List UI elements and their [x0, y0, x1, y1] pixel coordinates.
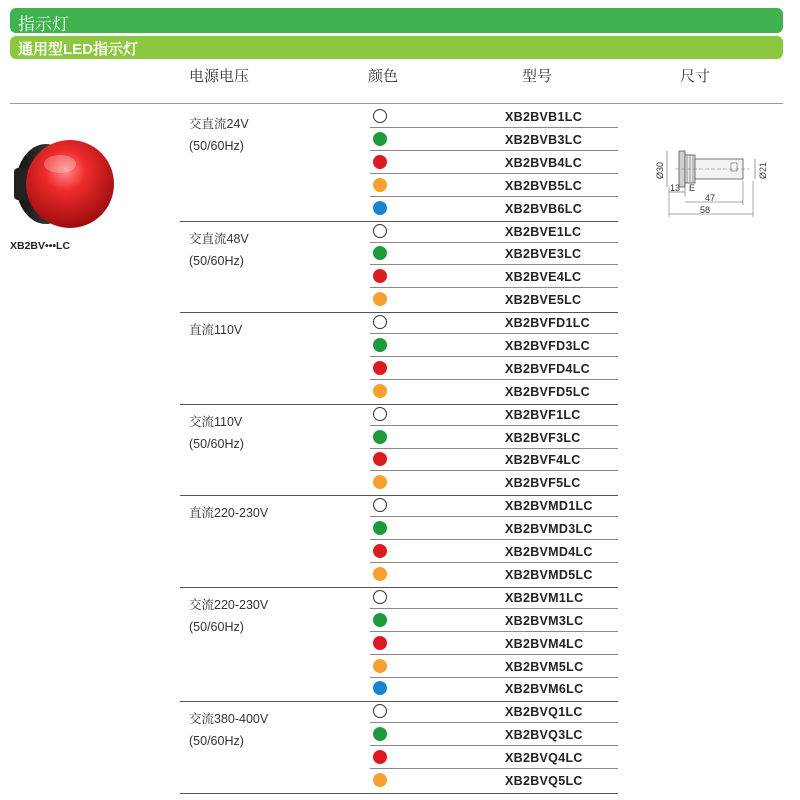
model-number: XB2BVMD5LC	[505, 567, 593, 582]
row-divider	[370, 745, 618, 746]
color-swatch-red	[373, 544, 387, 558]
voltage-label: 直流220-230V	[189, 506, 269, 521]
model-number: XB2BVE5LC	[505, 293, 582, 308]
subsection-title: 通用型LED指示灯	[18, 41, 139, 58]
color-swatch-white	[373, 315, 387, 329]
voltage-label: 交流220-230V	[189, 597, 269, 612]
table-row	[370, 701, 618, 723]
voltage-group	[180, 312, 618, 405]
color-swatch-orange	[373, 659, 387, 673]
color-swatch-white	[373, 407, 387, 421]
table-row	[370, 106, 618, 128]
dimension-d21: Ø21	[758, 161, 768, 179]
table-row	[370, 175, 618, 197]
voltage-label: 交流380-400V	[189, 712, 269, 727]
color-swatch-white	[373, 590, 387, 604]
model-number: XB2BVM4LC	[505, 636, 584, 651]
model-number: XB2BVQ3LC	[505, 728, 583, 743]
model-number: XB2BVB5LC	[505, 178, 583, 193]
table-row	[370, 541, 618, 563]
table-row	[370, 198, 618, 220]
voltage-cell	[189, 113, 249, 157]
column-header-voltage: 电源电压	[189, 68, 250, 85]
row-divider	[370, 562, 618, 563]
table-row	[370, 266, 618, 288]
frequency-label: (50/60Hz)	[189, 734, 244, 749]
row-divider	[370, 631, 618, 632]
column-header-model: 型号	[522, 68, 553, 85]
row-divider	[370, 608, 618, 609]
subsection-title-bar	[10, 36, 783, 59]
table-row	[370, 518, 618, 540]
voltage-group	[180, 404, 618, 497]
row-divider	[370, 242, 618, 243]
color-swatch-red	[373, 269, 387, 283]
table-row	[370, 404, 618, 426]
table-row	[370, 289, 618, 311]
voltage-cell	[189, 319, 242, 341]
table-row	[370, 633, 618, 655]
model-number: XB2BVB3LC	[505, 132, 583, 147]
table-row	[370, 656, 618, 678]
voltage-cell	[189, 502, 268, 524]
voltage-label: 交直流48V	[189, 231, 249, 246]
row-divider	[370, 425, 618, 426]
section-title: 指示灯	[18, 15, 69, 34]
row-divider	[370, 470, 618, 471]
table-row	[370, 678, 618, 700]
model-number: XB2BVM1LC	[505, 590, 584, 605]
table-row	[370, 152, 618, 174]
row-divider	[370, 768, 618, 769]
row-divider	[370, 539, 618, 540]
color-swatch-green	[373, 521, 387, 535]
color-swatch-blue	[373, 201, 387, 215]
color-swatch-orange	[373, 475, 387, 489]
table-row	[370, 312, 618, 334]
color-swatch-white	[373, 498, 387, 512]
model-number: XB2BVE1LC	[505, 224, 582, 239]
voltage-cell	[189, 411, 244, 455]
row-divider	[370, 264, 618, 265]
row-divider	[370, 196, 618, 197]
table-row	[370, 564, 618, 586]
model-number: XB2BVFD5LC	[505, 384, 590, 399]
model-number: XB2BVF3LC	[505, 430, 581, 445]
color-swatch-white	[373, 704, 387, 718]
voltage-label: 交流110V	[189, 414, 243, 429]
voltage-label: 交直流24V	[189, 117, 249, 131]
model-number: XB2BVMD1LC	[505, 499, 593, 514]
color-swatch-white	[373, 224, 387, 238]
table-row	[370, 747, 618, 769]
table-row	[370, 335, 618, 357]
table-row	[370, 472, 618, 494]
table-row	[370, 724, 618, 746]
model-number: XB2BVE3LC	[505, 247, 582, 262]
color-swatch-red	[373, 155, 387, 169]
row-divider	[370, 150, 618, 151]
section-title-bar	[10, 8, 783, 33]
model-number: XB2BVE4LC	[505, 270, 582, 285]
row-divider	[370, 356, 618, 357]
model-number: XB2BVF1LC	[505, 407, 581, 422]
row-divider	[370, 448, 618, 449]
table-row	[370, 358, 618, 380]
model-number: XB2BVQ5LC	[505, 774, 583, 789]
color-swatch-white	[373, 109, 387, 123]
row-divider	[370, 654, 618, 655]
model-number: XB2BVMD4LC	[505, 545, 593, 560]
color-swatch-orange	[373, 773, 387, 787]
row-divider	[370, 516, 618, 517]
header-divider	[10, 103, 783, 104]
model-number: XB2BVFD3LC	[505, 338, 590, 353]
dimension-58: 58	[700, 205, 711, 215]
voltage-group	[180, 495, 618, 588]
table-row	[370, 449, 618, 471]
color-swatch-green	[373, 338, 387, 352]
voltage-cell	[189, 594, 268, 638]
model-number: XB2BVFD1LC	[505, 316, 590, 331]
color-swatch-red	[373, 636, 387, 650]
model-number: XB2BVQ1LC	[505, 705, 583, 720]
column-header-size: 尺寸	[680, 68, 711, 85]
row-divider	[370, 677, 618, 678]
frequency-label: (50/60Hz)	[189, 436, 244, 451]
dimension-drawing	[645, 137, 775, 229]
color-swatch-red	[373, 750, 387, 764]
table-row	[370, 610, 618, 632]
model-number: XB2BVB6LC	[505, 201, 583, 216]
model-number: XB2BVMD3LC	[505, 522, 593, 537]
color-swatch-orange	[373, 178, 387, 192]
row-divider	[370, 127, 618, 128]
color-swatch-green	[373, 132, 387, 146]
color-swatch-orange	[373, 567, 387, 581]
dimension-47: 47	[705, 193, 716, 203]
row-divider	[370, 333, 618, 334]
table-row	[370, 129, 618, 151]
model-number: XB2BVM5LC	[505, 659, 584, 674]
row-divider	[370, 722, 618, 723]
color-swatch-red	[373, 452, 387, 466]
row-divider	[370, 173, 618, 174]
frequency-label: (50/60Hz)	[189, 619, 244, 634]
product-series-label: XB2BV•••LC	[10, 240, 71, 252]
table-row	[370, 770, 618, 792]
color-swatch-green	[373, 727, 387, 741]
model-number: XB2BVB4LC	[505, 155, 583, 170]
table-row	[370, 381, 618, 403]
model-number: XB2BVF5LC	[505, 476, 581, 491]
color-swatch-green	[373, 613, 387, 627]
color-swatch-green	[373, 246, 387, 260]
color-swatch-blue	[373, 681, 387, 695]
voltage-cell	[189, 708, 268, 752]
frequency-label: (50/60Hz)	[189, 139, 244, 153]
model-number: XB2BVF4LC	[505, 453, 581, 468]
voltage-group	[180, 701, 618, 794]
dimension-e: E	[689, 183, 696, 193]
color-swatch-green	[373, 430, 387, 444]
dimension-d30: Ø30	[655, 161, 665, 179]
table-row	[370, 495, 618, 517]
row-divider	[370, 287, 618, 288]
color-swatch-orange	[373, 384, 387, 398]
color-swatch-red	[373, 361, 387, 375]
table-row	[370, 243, 618, 265]
voltage-group	[180, 221, 618, 314]
model-number: XB2BVB1LC	[505, 110, 583, 124]
dimension-13: 13	[670, 183, 681, 193]
color-swatch-orange	[373, 292, 387, 306]
model-number: XB2BVFD4LC	[505, 361, 590, 376]
table-row	[370, 587, 618, 609]
indicator-light-image	[8, 128, 118, 238]
column-header-color: 颜色	[368, 68, 399, 85]
model-number: XB2BVQ4LC	[505, 751, 583, 766]
frequency-label: (50/60Hz)	[189, 253, 244, 268]
voltage-group	[180, 587, 618, 703]
voltage-label: 直流110V	[189, 323, 243, 338]
model-number: XB2BVM3LC	[505, 613, 584, 628]
table-row	[370, 221, 618, 243]
row-divider	[370, 379, 618, 380]
voltage-group	[180, 106, 618, 222]
voltage-cell	[189, 228, 249, 272]
table-row	[370, 427, 618, 449]
model-number: XB2BVM6LC	[505, 682, 584, 697]
